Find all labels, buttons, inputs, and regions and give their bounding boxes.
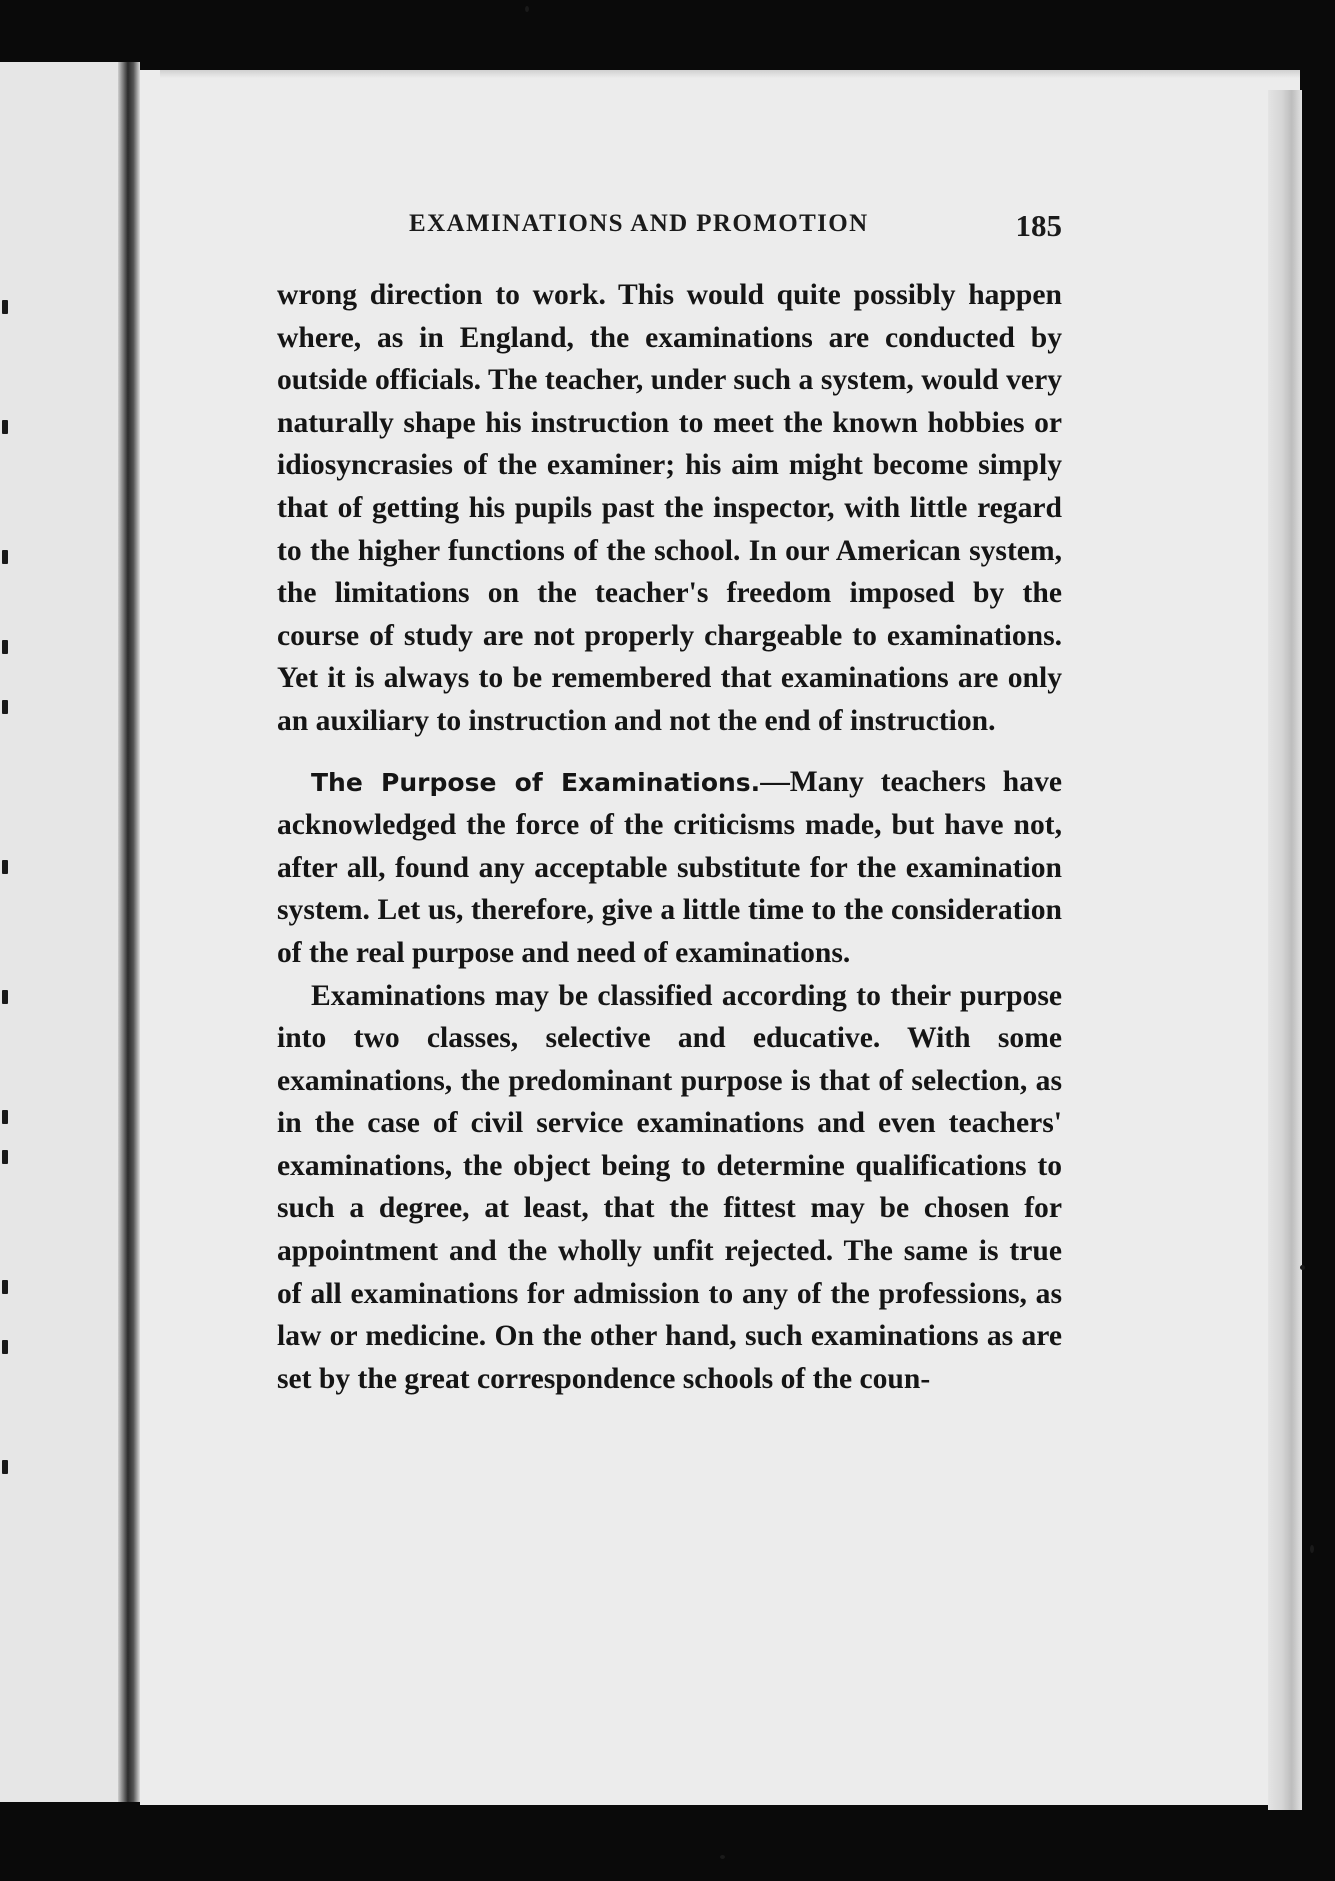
paragraph-text: —Many teachers have acknowledged the force of the criticisms made, but have not, after all, found any acceptable substitute for the examination system. Let us, therefore, give a little time to the consideration of the real purpose and need of examinations. (277, 765, 1062, 969)
scan-speck (525, 6, 529, 12)
page-top-edge (160, 70, 1300, 78)
page-right-edge (1268, 90, 1302, 1810)
scan-speck (1310, 1545, 1314, 1553)
running-head-title: EXAMINATIONS AND PROMOTION (409, 210, 869, 237)
previous-page-edge (0, 62, 128, 1802)
scan-speck (720, 1855, 725, 1859)
running-head (277, 204, 1062, 244)
scan-speck (1300, 1265, 1305, 1270)
binding-gutter-shadow (118, 62, 140, 1802)
page-number: 185 (1015, 208, 1062, 243)
section-heading: The Purpose of Examinations. (311, 767, 761, 797)
body-text (277, 274, 1062, 1400)
paragraph-purpose-of-examinations (277, 761, 1062, 975)
paragraph-classification: Examinations may be classified according to their purpose into two classes, selective and educative. With some examinations, the predominant purpose is that of selection, as in the case of civil service examinations and even teachers' examinations, the object being to determine qualifications to such a degree, at least, that the fittest may be chosen for appointment and the wholly unfit rejected. The same is true of all examinations for admission to any of the professions, as law or medicine. On the other hand, such examinations as are set by the great correspondence schools of the coun- (277, 979, 1062, 1395)
paragraph-continuation: wrong direction to work. This would quite possibly happen where, as in England, the examinations are conducted by outside officials. The teacher, under such a system, would very naturally shape his instruction to meet the known hobbies or idiosyncrasies of the examiner; his aim might become simply that of getting his pupils past the inspector, with little regard to the higher functions of the school. In our American system, the limitations on the teacher's freedom imposed by the course of study are not properly chargeable to examinations. Yet it is always to be remembered that examinations are only an auxiliary to instruction and not the end of instruction. (277, 279, 1062, 737)
